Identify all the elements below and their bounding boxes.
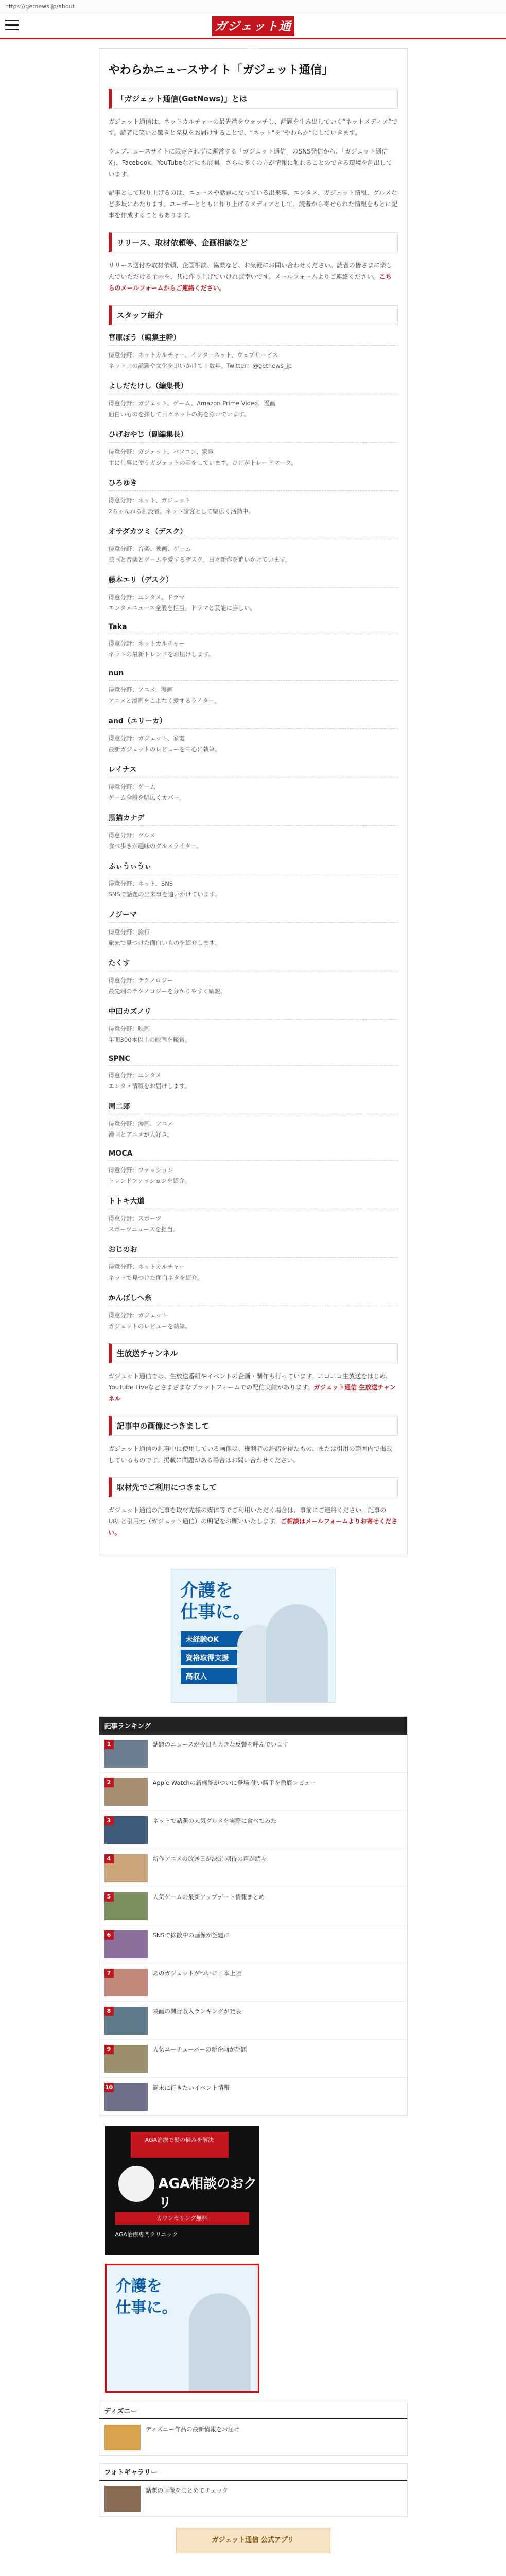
rank-number: 8 [104, 2007, 114, 2016]
staff-description: トレンドファッションを紹介。 [108, 1177, 191, 1184]
url-bar[interactable]: https://getnews.jp/about [0, 0, 506, 13]
staff-specialty: 得意分野：ガジェット、パソコン、家電 [108, 448, 214, 455]
ranking-item[interactable] [99, 2078, 407, 2116]
staff-specialty: 得意分野：エンタメ、ドラマ [108, 594, 185, 601]
main-content [99, 39, 408, 2553]
staff-specialty: 得意分野：アニメ、漫画 [108, 686, 173, 693]
staff-entry [109, 958, 398, 997]
staff-entry [109, 1293, 398, 1332]
ranking-thumbnail [104, 2007, 148, 2035]
staff-name: and（エリーカ） [109, 716, 398, 729]
app-banner[interactable]: ガジェット通信 公式アプリ [176, 2528, 330, 2553]
staff-entry [109, 861, 398, 900]
staff-entry [109, 1006, 398, 1045]
release-paragraph [109, 260, 398, 294]
staff-description: ゲーム全般を幅広くカバー。 [108, 794, 185, 801]
ranking-title: 人気ゲームの最新アップデート情報まとめ [152, 1893, 265, 1901]
ranking-title: 映画の興行収入ランキングが発表 [152, 2008, 241, 2015]
staff-description: 主に仕事に使うガジェットの話をしています。ひげがトレードマーク。 [108, 459, 297, 466]
list-item-text: ディズニー作品の最新情報をお届け [145, 2426, 240, 2433]
gallery-heading: フォトギャラリー [99, 2464, 407, 2481]
ranking-title: Apple Watchの新機能がついに登場 使い勝手を徹底レビュー [152, 1779, 316, 1786]
about-paragraph: ウェブニュースサイトに限定されずに運営する「ガジェット通信」のSNS発信から、「ガジェット通信 X」、Facebook、YouTubeなどにも展開。さらに多くの方が情報に触れることのできる環境を創出しています。 [108, 148, 392, 178]
aga-title: AGA相談のおクリ [158, 2176, 257, 2211]
staff-entry [109, 429, 398, 468]
ranking-title: 新作アニメの放送日が決定 期待の声が続々 [152, 1855, 267, 1862]
about-paragraph: ガジェット通信は、ネットカルチャーの最先端をウォッチし、話題を生み出していく“ネットメディア”です。読者に笑いと驚きと発見をお届けすることで、“ネット”を“やわらか”にしていきます。 [108, 118, 398, 137]
ranking-title: あのガジェットがついに日本上陸 [152, 1970, 241, 1977]
ranking-thumbnail [104, 1816, 148, 1844]
staff-name: 中田カズノリ [109, 1006, 398, 1020]
staff-specialty: 得意分野：ネット、SNS [108, 880, 173, 887]
ad-badge: 未経験OK [181, 1631, 258, 1647]
staff-name: Taka [109, 623, 398, 634]
ad-person-image [189, 2293, 251, 2391]
staff-description: ガジェットのレビューを執筆。 [108, 1323, 191, 1330]
list-item-text: 話題の画像をまとめてチェック [145, 2487, 229, 2494]
ranking-thumbnail [104, 2045, 148, 2073]
ad-badge: 高収入 [181, 1668, 258, 1684]
staff-specialty: 得意分野：ガジェット、ゲーム、Amazon Prime Video、漫画 [108, 400, 276, 407]
staff-specialty: 得意分野：音楽、映画、ゲーム [108, 545, 191, 552]
staff-specialty: 得意分野：ゲーム [108, 783, 156, 790]
usage-contact-link[interactable]: ご相談はメールフォームよりお寄せください。 [108, 1518, 398, 1536]
staff-entry [109, 574, 398, 614]
list-item[interactable] [99, 2481, 407, 2517]
staff-name: ひげおやじ（副編集長） [109, 429, 398, 443]
ad-title: 介護を 仕事に。 [180, 1580, 251, 1622]
aga-foot: AGA治療専門クリニック [115, 2231, 178, 2238]
rank-number: 1 [104, 1740, 114, 1749]
ranking-thumbnail [104, 1930, 148, 1958]
staff-name: 宮原ぼう（編集主幹） [109, 332, 398, 346]
staff-description: ネットで見つけた面白ネタを紹介。 [108, 1274, 203, 1281]
ranking-title: 週末に行きたいイベント情報 [152, 2084, 230, 2091]
staff-description: SNSで話題の出来事を追いかけています。 [108, 891, 221, 898]
menu-icon[interactable] [5, 20, 19, 31]
disney-heading: ディズニー [99, 2402, 407, 2419]
ranking-thumbnail [104, 1740, 148, 1768]
staff-specialty: 得意分野：エンタメ [108, 1072, 162, 1079]
site-logo[interactable]: ガジェット通信 [212, 16, 294, 36]
aga-badge: AGA治療で髪の悩みを解決 [131, 2132, 229, 2158]
staff-specialty: 得意分野：ガジェット、家電 [108, 735, 185, 742]
staff-name: よしだたけし（編集長） [109, 381, 398, 394]
about-paragraph: 記事として取り上げるのは、ニュースや話題になっている出来事、エンタメ、ガジェット情報、グルメなど多岐にわたります。ユーザーとともに作り上げるメディアとして、読者から寄せられた情報をもとに記事を作成することもあります。 [108, 189, 398, 219]
ranking-item[interactable] [99, 2002, 407, 2040]
staff-entry [109, 478, 398, 517]
photo-gallery-box [99, 2463, 408, 2517]
thumbnail-image [104, 2425, 141, 2450]
staff-entry [109, 812, 398, 852]
rank-number: 5 [104, 1892, 114, 1902]
ranking-item[interactable] [99, 1773, 407, 1811]
ranking-thumbnail [104, 1969, 148, 1996]
staff-entry [109, 1055, 398, 1092]
staff-entry [109, 1196, 398, 1235]
section-heading-usage: 取材先でご利用につきまして [109, 1477, 398, 1497]
ranking-item[interactable] [99, 1963, 407, 2002]
staff-entry [109, 526, 398, 565]
staff-description: 2ちゃんねる創設者。ネット論客として幅広く活動中。 [108, 507, 254, 515]
staff-name: かんばしへ糸 [109, 1293, 398, 1306]
staff-name: おじのお [109, 1244, 398, 1258]
staff-name: MOCA [109, 1149, 398, 1161]
ranking-title: ネットで話題の人気グルメを実際に食べてみた [152, 1817, 277, 1824]
images-paragraph: ガジェット通信の記事中に使用している画像は、権利者の許諾を得たもの、または引用の範囲内で掲載しているものです。掲載に問題がある場合はお問い合わせください。 [108, 1445, 392, 1464]
aga-logo-icon [118, 2166, 154, 2202]
staff-description: エンタメニュース全般を担当。ドラマと芸能に詳しい。 [108, 604, 256, 612]
ranking-item[interactable] [99, 1925, 407, 1963]
ranking-item[interactable] [99, 1887, 407, 1925]
ranking-item[interactable] [99, 2040, 407, 2078]
article-ranking [99, 1716, 408, 2116]
staff-specialty: 得意分野：ネット、ガジェット [108, 497, 191, 504]
site-header [0, 13, 506, 53]
staff-name: オサダカツミ（デスク） [109, 526, 398, 539]
staff-description: 映画と音楽とゲームを愛するデスク。日々新作を追いかけています。 [108, 556, 291, 563]
thumbnail-image [104, 2486, 141, 2512]
staff-specialty: 得意分野：映画 [108, 1025, 150, 1032]
ranking-heading: 記事ランキング [99, 1717, 407, 1735]
section-heading-staff: スタッフ紹介 [109, 305, 398, 325]
usage-paragraph [109, 1504, 398, 1538]
staff-specialty: 得意分野：スポーツ [108, 1215, 162, 1222]
staff-description: 年間300本以上の映画を鑑賞。 [108, 1036, 191, 1043]
live-text: ガジェット通信では、生放送番組やイベントの企画・制作も行っています。ニコニコ生放送をはじめ、YouTube Liveなどさまざまなプラットフォームでの配信実績があります。 [108, 1372, 392, 1391]
rank-number: 6 [104, 1930, 114, 1940]
staff-description: 食べ歩きが趣味のグルメライター。 [108, 842, 203, 850]
staff-description: 最新ガジェットのレビューを中心に執筆。 [108, 745, 221, 753]
staff-entry [109, 623, 398, 660]
rank-number: 9 [104, 2045, 114, 2054]
ranking-item[interactable] [99, 1735, 407, 1773]
ranking-list [99, 1735, 407, 2116]
staff-entry [109, 381, 398, 420]
section-heading-images: 記事中の画像につきまして [109, 1416, 398, 1436]
ranking-title: 話題のニュースが今日も大きな反響を呼んでいます [152, 1741, 289, 1748]
disney-box [99, 2402, 408, 2456]
aga-ad[interactable] [105, 2126, 259, 2255]
section-heading-about: 「ガジェット通信(GetNews)」とは [109, 89, 398, 109]
staff-specialty: 得意分野：ネットカルチャー、インターネット、ウェブサービス [108, 351, 278, 359]
staff-specialty: 得意分野：旅行 [108, 928, 150, 936]
rank-number: 2 [104, 1778, 114, 1787]
ad-badge: 資格取得支援 [181, 1650, 258, 1665]
staff-entry [109, 332, 398, 371]
rank-number: 10 [104, 2083, 114, 2092]
staff-entry [109, 669, 398, 706]
ranking-thumbnail [104, 1778, 148, 1806]
staff-name: ひろゆき [109, 478, 398, 491]
rank-number: 7 [104, 1969, 114, 1978]
staff-entry [109, 1101, 398, 1140]
staff-entry [109, 764, 398, 803]
page-title: やわらかニュースサイト「ガジェット通信」 [108, 64, 333, 77]
rank-number: 3 [104, 1816, 114, 1825]
staff-entry [109, 909, 398, 948]
staff-name: 周二郎 [109, 1101, 398, 1114]
staff-description: 面白いものを探して日々ネットの海を泳いでいます。 [108, 411, 250, 418]
staff-specialty: 得意分野：テクノロジー [108, 977, 173, 984]
section-heading-release: リリース、取材依頼等、企画相談など [109, 232, 398, 252]
staff-entry [109, 1244, 398, 1283]
care-job-ad[interactable] [171, 1569, 336, 1703]
staff-name: レイナス [109, 764, 398, 777]
rank-number: 4 [104, 1854, 114, 1863]
ranking-item[interactable] [99, 1849, 407, 1887]
staff-description: 最先端のテクノロジーを分かりやすく解説。 [108, 988, 226, 995]
staff-specialty: 得意分野：ネットカルチャー [108, 1263, 185, 1270]
staff-description: エンタメ情報をお届けします。 [108, 1082, 191, 1090]
staff-name: ノジーマ [109, 909, 398, 923]
ranking-thumbnail [104, 2083, 148, 2111]
staff-specialty: 得意分野：ネットカルチャー [108, 640, 185, 647]
staff-description: ネットの最新トレンドをお届けします。 [108, 651, 215, 658]
ad-title: 介護を 仕事に。 [115, 2277, 178, 2317]
staff-entry [109, 1149, 398, 1187]
staff-name: 黒猫カナデ [109, 812, 398, 826]
ranking-item[interactable] [99, 1811, 407, 1849]
ranking-title: 人気ユーチューバーの新企画が話題 [152, 2046, 247, 2053]
staff-description: アニメと漫画をこよなく愛するライター。 [108, 697, 220, 704]
staff-specialty: 得意分野：漫画、アニメ [108, 1120, 173, 1127]
staff-specialty: 得意分野：ガジェット [108, 1312, 168, 1319]
care-job-ad-side[interactable] [105, 2264, 259, 2393]
release-text: リリース送付や取材依頼、企画相談、協業など、お気軽にお問い合わせください。読者の皆さまに楽しんでいただける企画を、共に作り上げていければ幸いです。メールフォームよりご連絡ください。 [108, 262, 392, 280]
staff-name: nun [109, 669, 398, 681]
about-article [99, 48, 408, 1555]
staff-description: ネット上の話題や文化を追いかけて十数年。Twitter：@getnews_jp [108, 362, 292, 369]
staff-specialty: 得意分野：グルメ [108, 832, 155, 839]
contact-form-link[interactable]: こちらのメールフォームからご連絡ください。 [108, 273, 392, 292]
ad-person-image [266, 1604, 328, 1702]
live-paragraph [109, 1370, 398, 1404]
live-channel-link[interactable]: ガジェット通信 生放送チャンネル [108, 1384, 396, 1402]
staff-list [109, 332, 398, 1332]
section-heading-live: 生放送チャンネル [109, 1343, 398, 1363]
staff-name: 藤本エリ（デスク） [109, 574, 398, 588]
aga-sub: カウンセリング無料 [115, 2212, 249, 2225]
ranking-title: SNSで拡散中の画像が話題に [152, 1931, 230, 1939]
staff-description: スポーツニュースを担当。 [108, 1226, 179, 1233]
staff-name: トトキ大道 [109, 1196, 398, 1209]
staff-name: ふぃうぃうぃ [109, 861, 398, 874]
staff-entry [109, 716, 398, 755]
staff-name: SPNC [109, 1055, 398, 1066]
staff-description: 旅先で見つけた面白いものを紹介します。 [108, 939, 221, 946]
staff-specialty: 得意分野：ファッション [108, 1166, 173, 1174]
usage-text: ガジェット通信の記事を取材先様の媒体等でご利用いただく場合は、事前にご連絡ください。記事のURLと引用元（ガジェット通信）の明記をお願いいたします。 [108, 1506, 387, 1525]
ranking-thumbnail [104, 1892, 148, 1920]
ranking-thumbnail [104, 1854, 148, 1882]
list-item[interactable] [99, 2419, 407, 2455]
staff-name: たくす [109, 958, 398, 971]
staff-description: 漫画とアニメが大好き。 [108, 1131, 173, 1138]
